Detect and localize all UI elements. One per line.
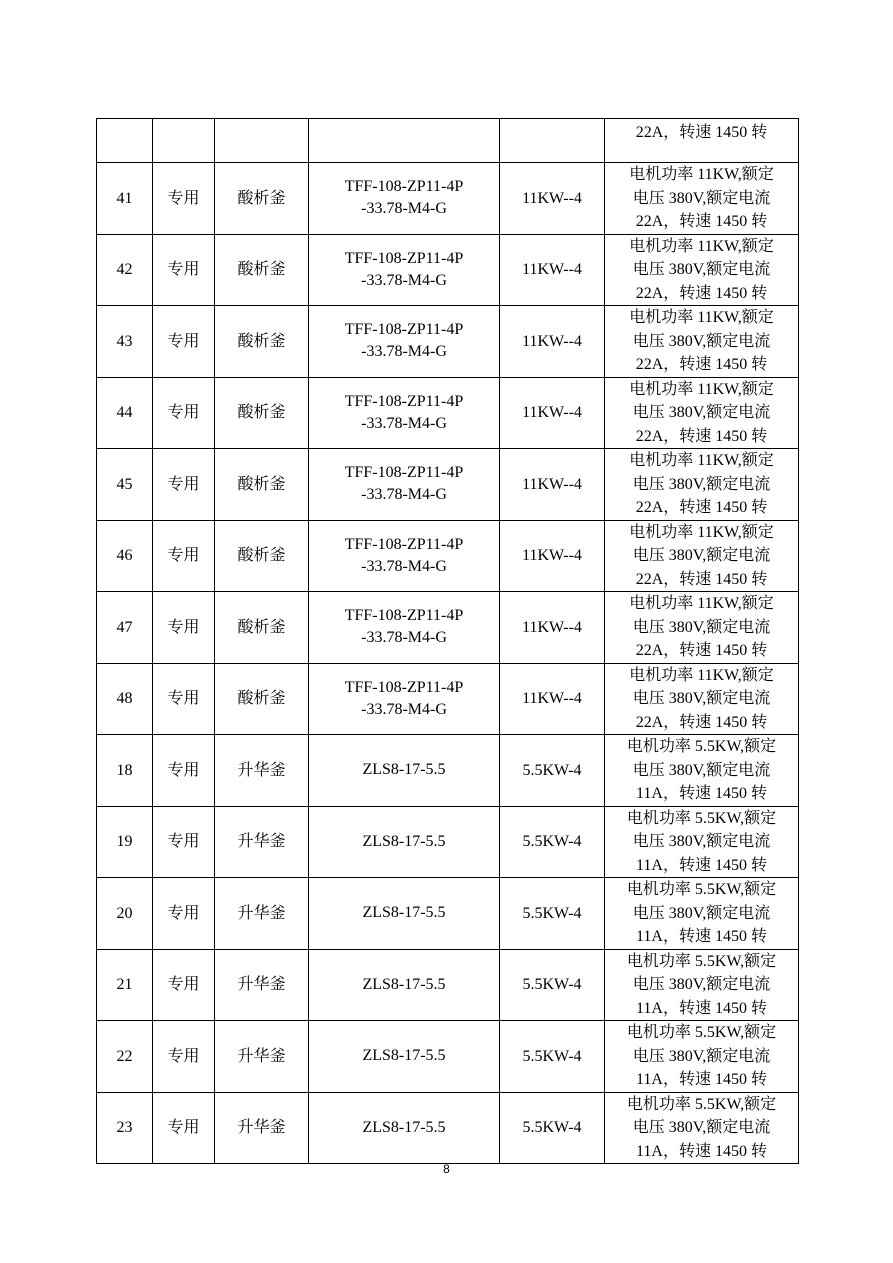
motor-cell: 5.5KW-4 bbox=[500, 735, 605, 807]
params-line: 11A，转速 1450 转 bbox=[636, 928, 767, 945]
model-line: ZLS8-17-5.5 bbox=[362, 904, 446, 922]
params-cell bbox=[605, 119, 799, 163]
model-cell bbox=[309, 449, 500, 521]
motor-cell: 11KW--4 bbox=[500, 234, 605, 306]
type-cell: 专用 bbox=[153, 1021, 215, 1093]
equipment-cell: 酸析釜 bbox=[215, 163, 309, 235]
model-line: TFF-108-ZP11-4P bbox=[344, 321, 464, 339]
no-cell bbox=[97, 119, 153, 163]
table-row bbox=[97, 592, 799, 664]
type-cell: 专用 bbox=[153, 735, 215, 807]
params-line: 11A，转速 1450 转 bbox=[636, 1142, 767, 1160]
model-line: TFF-108-ZP11-4P bbox=[344, 392, 464, 410]
model-line: TFF-108-ZP11-4P bbox=[344, 607, 464, 625]
params-line: 电机功率 11KW,额定 bbox=[629, 380, 774, 398]
params-line: 22A，转速 1450 转 bbox=[635, 713, 768, 731]
model-line: -33.78-M4-G bbox=[361, 700, 447, 718]
motor-cell: 11KW--4 bbox=[500, 449, 605, 521]
params-line: 11A，转速 1450 转 bbox=[636, 856, 767, 874]
params-line: 电机功率 11KW,额定 bbox=[629, 452, 774, 469]
model-line: TFF-108-ZP11-4P bbox=[344, 178, 464, 196]
params-line: 电机功率 11KW,额定 bbox=[629, 595, 774, 612]
params-line: 11A，转速 1450 转 bbox=[636, 785, 767, 802]
params-line: 电机功率 5.5KW,额定 bbox=[626, 952, 777, 970]
motor-cell: 5.5KW-4 bbox=[500, 949, 605, 1021]
motor-cell: 11KW--4 bbox=[500, 306, 605, 378]
model-cell bbox=[309, 592, 500, 664]
model-cell bbox=[309, 163, 500, 235]
no-cell: 47 bbox=[97, 592, 153, 664]
params-cell bbox=[605, 1021, 799, 1093]
params-line: 电压 380V,额定电流 bbox=[632, 976, 771, 993]
motor-cell bbox=[500, 119, 605, 163]
table-row-continued bbox=[97, 119, 799, 163]
no-cell: 18 bbox=[97, 735, 153, 807]
params-line: 电机功率 5.5KW,额定 bbox=[626, 881, 777, 898]
params-line: 电机功率 5.5KW,额定 bbox=[626, 809, 777, 827]
type-cell: 专用 bbox=[153, 449, 215, 521]
model-cell bbox=[309, 735, 500, 807]
params-line: 电压 380V,额定电流 bbox=[632, 761, 771, 779]
params-cell bbox=[605, 234, 799, 306]
type-cell bbox=[153, 119, 215, 163]
params-cell bbox=[605, 735, 799, 807]
equipment-table bbox=[96, 118, 799, 1164]
params-line: 11A，转速 1450 转 bbox=[636, 1071, 767, 1088]
model-line: TFF-108-ZP11-4P bbox=[344, 249, 464, 267]
equipment-cell: 酸析釜 bbox=[215, 306, 309, 378]
params-cell bbox=[605, 949, 799, 1021]
model-cell bbox=[309, 377, 500, 449]
model-line: -33.78-M4-G bbox=[361, 271, 447, 289]
motor-cell: 11KW--4 bbox=[500, 163, 605, 235]
table-row bbox=[97, 806, 799, 878]
equipment-cell: 酸析釜 bbox=[215, 592, 309, 664]
page-number: 8 bbox=[443, 1162, 450, 1176]
model-line: -33.78-M4-G bbox=[361, 200, 447, 218]
params-line: 电压 380V,额定电流 bbox=[632, 1119, 771, 1136]
table-row bbox=[97, 306, 799, 378]
params-line: 电压 380V,额定电流 bbox=[632, 189, 771, 207]
equipment-cell: 酸析釜 bbox=[215, 449, 309, 521]
equipment-cell: 酸析釜 bbox=[215, 234, 309, 306]
equipment-cell: 酸析釜 bbox=[215, 520, 309, 592]
motor-cell: 11KW--4 bbox=[500, 377, 605, 449]
params-line: 电压 380V,额定电流 bbox=[632, 547, 771, 564]
type-cell: 专用 bbox=[153, 163, 215, 235]
model-cell bbox=[309, 878, 500, 950]
motor-cell: 11KW--4 bbox=[500, 592, 605, 664]
type-cell: 专用 bbox=[153, 878, 215, 950]
params-cell bbox=[605, 806, 799, 878]
model-line: ZLS8-17-5.5 bbox=[362, 832, 446, 850]
table-row bbox=[97, 449, 799, 521]
params-line: 22A，转速 1450 转 bbox=[635, 284, 768, 302]
model-cell bbox=[309, 119, 500, 163]
params-cell bbox=[605, 878, 799, 950]
no-cell: 41 bbox=[97, 163, 153, 235]
model-cell bbox=[309, 306, 500, 378]
no-cell: 20 bbox=[97, 878, 153, 950]
no-cell: 22 bbox=[97, 1021, 153, 1093]
params-line: 电压 380V,额定电流 bbox=[632, 332, 771, 350]
model-line: ZLS8-17-5.5 bbox=[362, 1047, 446, 1065]
model-line: TFF-108-ZP11-4P bbox=[344, 678, 464, 696]
table-row bbox=[97, 735, 799, 807]
params-line: 电压 380V,额定电流 bbox=[632, 1047, 771, 1065]
params-cell bbox=[605, 1092, 799, 1164]
type-cell: 专用 bbox=[153, 592, 215, 664]
params-cell bbox=[605, 449, 799, 521]
table-body bbox=[97, 119, 799, 1164]
params-line: 电机功率 11KW,额定 bbox=[629, 666, 774, 684]
type-cell: 专用 bbox=[153, 806, 215, 878]
table-row bbox=[97, 234, 799, 306]
no-cell: 46 bbox=[97, 520, 153, 592]
params-line: 22A，转速 1450 转 bbox=[635, 213, 768, 230]
type-cell: 专用 bbox=[153, 1092, 215, 1164]
motor-cell: 5.5KW-4 bbox=[500, 1092, 605, 1164]
params-line: 22A，转速 1450 转 bbox=[635, 642, 768, 659]
model-line: -33.78-M4-G bbox=[361, 629, 447, 647]
equipment-cell: 酸析釜 bbox=[215, 377, 309, 449]
params-cell bbox=[605, 592, 799, 664]
model-cell bbox=[309, 1021, 500, 1093]
params-line: 11A，转速 1450 转 bbox=[636, 999, 767, 1017]
params-line: 22A，转速 1450 转 bbox=[635, 427, 768, 445]
params-cell bbox=[605, 163, 799, 235]
params-line: 电压 380V,额定电流 bbox=[632, 618, 771, 636]
no-cell: 21 bbox=[97, 949, 153, 1021]
params-cell bbox=[605, 520, 799, 592]
params-line: 电机功率 11KW,额定 bbox=[629, 166, 774, 183]
params-line: 22A，转速 1450 转 bbox=[635, 124, 768, 141]
params-line: 电机功率 5.5KW,额定 bbox=[626, 738, 777, 755]
equipment-cell: 酸析釜 bbox=[215, 663, 309, 735]
params-line: 电机功率 11KW,额定 bbox=[629, 309, 774, 326]
params-line: 电压 380V,额定电流 bbox=[632, 690, 771, 707]
model-line: ZLS8-17-5.5 bbox=[362, 1118, 446, 1136]
params-line: 电压 380V,额定电流 bbox=[632, 261, 771, 278]
params-line: 电压 380V,额定电流 bbox=[632, 475, 771, 493]
model-line: -33.78-M4-G bbox=[361, 557, 447, 575]
equipment-cell: 升华釜 bbox=[215, 1092, 309, 1164]
params-line: 电压 380V,额定电流 bbox=[632, 833, 771, 850]
model-cell bbox=[309, 806, 500, 878]
params-line: 电机功率 11KW,额定 bbox=[629, 237, 774, 255]
table-row bbox=[97, 663, 799, 735]
equipment-cell: 升华釜 bbox=[215, 806, 309, 878]
motor-cell: 5.5KW-4 bbox=[500, 806, 605, 878]
params-line: 22A，转速 1450 转 bbox=[635, 570, 768, 588]
type-cell: 专用 bbox=[153, 663, 215, 735]
model-line: ZLS8-17-5.5 bbox=[362, 761, 446, 779]
model-line: TFF-108-ZP11-4P bbox=[344, 464, 464, 482]
no-cell: 43 bbox=[97, 306, 153, 378]
params-line: 电机功率 5.5KW,额定 bbox=[626, 1095, 777, 1113]
model-line: TFF-108-ZP11-4P bbox=[344, 535, 464, 553]
type-cell: 专用 bbox=[153, 377, 215, 449]
table-row bbox=[97, 1021, 799, 1093]
model-line: -33.78-M4-G bbox=[361, 343, 447, 361]
params-line: 电压 380V,额定电流 bbox=[632, 904, 771, 922]
model-cell bbox=[309, 520, 500, 592]
table-row bbox=[97, 878, 799, 950]
model-line: -33.78-M4-G bbox=[361, 414, 447, 432]
equipment-cell: 升华釜 bbox=[215, 1021, 309, 1093]
model-line: -33.78-M4-G bbox=[361, 486, 447, 504]
no-cell: 23 bbox=[97, 1092, 153, 1164]
table-row bbox=[97, 163, 799, 235]
motor-cell: 11KW--4 bbox=[500, 663, 605, 735]
model-cell bbox=[309, 663, 500, 735]
equipment-cell: 升华釜 bbox=[215, 949, 309, 1021]
model-cell bbox=[309, 234, 500, 306]
params-line: 电机功率 5.5KW,额定 bbox=[626, 1024, 777, 1041]
model-cell bbox=[309, 949, 500, 1021]
model-cell bbox=[309, 1092, 500, 1164]
equipment-cell: 升华釜 bbox=[215, 735, 309, 807]
no-cell: 42 bbox=[97, 234, 153, 306]
type-cell: 专用 bbox=[153, 949, 215, 1021]
motor-cell: 5.5KW-4 bbox=[500, 878, 605, 950]
params-cell bbox=[605, 377, 799, 449]
params-cell bbox=[605, 306, 799, 378]
no-cell: 45 bbox=[97, 449, 153, 521]
no-cell: 19 bbox=[97, 806, 153, 878]
table-row bbox=[97, 520, 799, 592]
motor-cell: 5.5KW-4 bbox=[500, 1021, 605, 1093]
params-line: 电机功率 11KW,额定 bbox=[629, 523, 774, 541]
table-row bbox=[97, 949, 799, 1021]
motor-cell: 11KW--4 bbox=[500, 520, 605, 592]
params-line: 22A，转速 1450 转 bbox=[635, 499, 768, 516]
params-line: 电压 380V,额定电流 bbox=[632, 404, 771, 421]
type-cell: 专用 bbox=[153, 520, 215, 592]
model-line: ZLS8-17-5.5 bbox=[362, 975, 446, 993]
params-cell bbox=[605, 663, 799, 735]
equipment-cell: 升华釜 bbox=[215, 878, 309, 950]
params-line: 22A，转速 1450 转 bbox=[635, 356, 768, 373]
type-cell: 专用 bbox=[153, 306, 215, 378]
table-row bbox=[97, 1092, 799, 1164]
type-cell: 专用 bbox=[153, 234, 215, 306]
no-cell: 48 bbox=[97, 663, 153, 735]
equipment-cell bbox=[215, 119, 309, 163]
table-row bbox=[97, 377, 799, 449]
no-cell: 44 bbox=[97, 377, 153, 449]
